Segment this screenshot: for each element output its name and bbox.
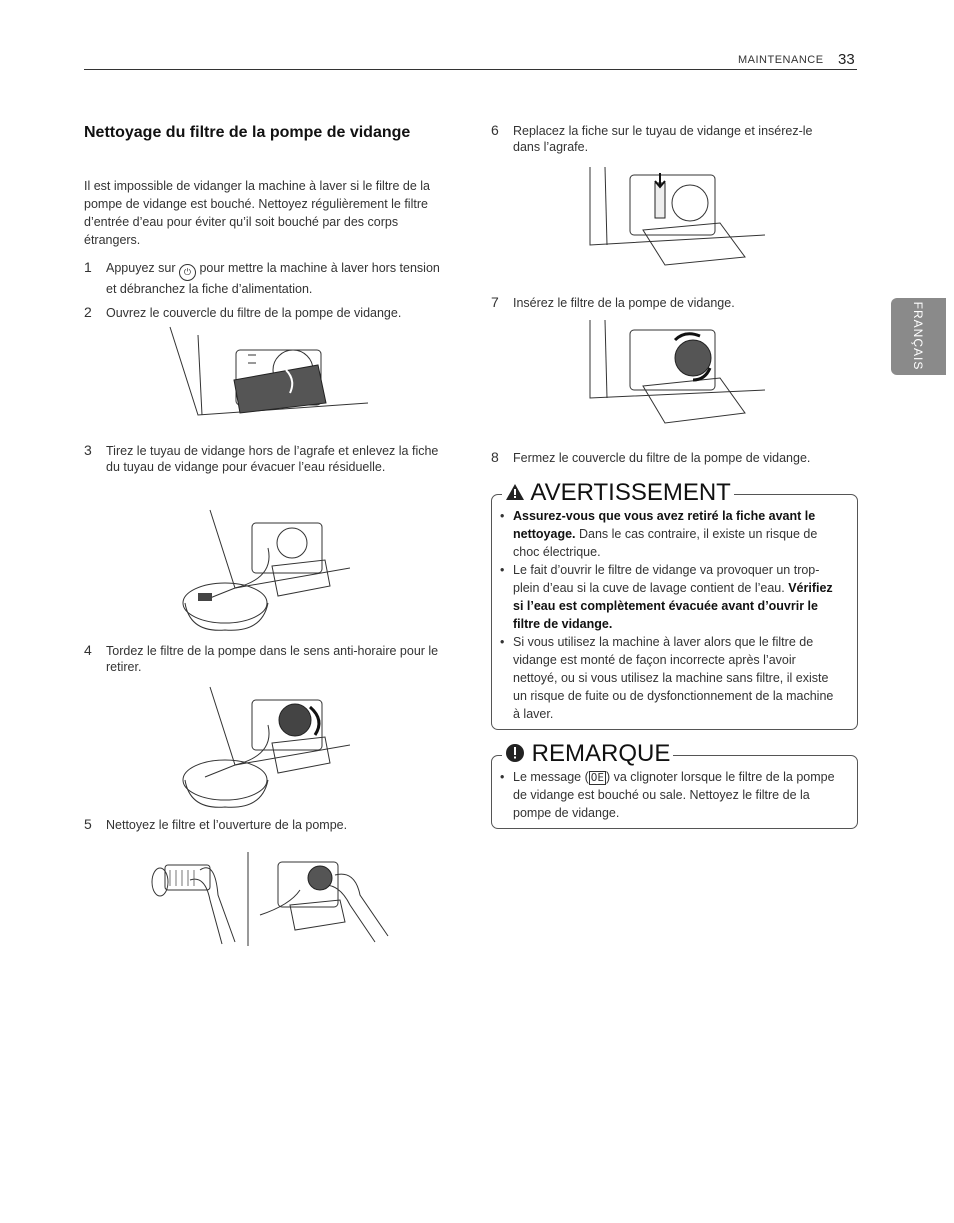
note-title: REMARQUE [531, 740, 671, 767]
step-text: Tirez le tuyau de vidange hors de l’agrafe et enlevez la fiche du tuyau de vidange pour évacuer l’eau résiduelle. [106, 444, 439, 474]
warning-list [492, 507, 837, 723]
step-text: Appuyez sur [106, 261, 176, 275]
warning-item: • Le fait d’ouvrir le filtre de vidange va provoquer un trop-plein d’eau si la cuve de lavage contient de l’eau. Vérifiez si l’eau est complètement évacuée avant d’ouvrir le filtre de vidange. [492, 561, 837, 633]
step-number: 5 [84, 816, 92, 832]
step-text: Insérez le filtre de la pompe de vidange. [513, 296, 735, 310]
illustration-drain-hose [180, 508, 350, 633]
power-icon: ⏻ [179, 264, 196, 281]
step-number: 8 [491, 449, 499, 465]
warning-box [491, 479, 858, 730]
step-text: Ouvrez le couvercle du filtre de la pompe de vidange. [106, 306, 402, 320]
step-text: Tordez le filtre de la pompe dans le sens anti-horaire pour le retirer. [106, 644, 439, 674]
step-number: 7 [491, 294, 499, 310]
warning-item: • Si vous utilisez la machine à laver alors que le filtre de vidange est monté de façon incorrecte après l’avoir nettoyé, ou si vous utilisez la machine sans filtre, il existe un risque de fuite ou de dysfonctionnement de la machine à laver. [492, 633, 837, 723]
illustration-twist-filter [180, 685, 350, 810]
note-box [491, 740, 858, 829]
step-number: 2 [84, 304, 92, 320]
step-text: Fermez le couvercle du filtre de la pompe de vidange. [513, 451, 811, 465]
header-rule [84, 69, 857, 70]
illustration-clean-filter [140, 850, 395, 948]
illustration-reinsert-hose [585, 165, 765, 270]
step-number: 6 [491, 122, 499, 138]
intro-paragraph: Il est impossible de vidanger la machine à laver si le filtre de la pompe de vidange est bouché. Nettoyez régulièrement le filtre d’entrée d’eau pour éviter qu’il soit bouché par des corps étrangers. [84, 179, 431, 247]
warning-item: • Assurez-vous que vous avez retiré la fiche avant le nettoyage. Dans le cas contraire, il existe un risque de choc électrique. [492, 507, 837, 561]
warning-title: AVERTISSEMENT [530, 479, 731, 506]
step-number: 3 [84, 442, 92, 458]
step-number: 1 [84, 259, 92, 275]
illustration-open-cover [168, 325, 368, 420]
language-tab [891, 298, 946, 375]
error-code-oe: OE [590, 771, 604, 784]
step-text: Replacez la fiche sur le tuyau de vidange et insérez-le dans l’agrafe. [513, 124, 813, 154]
step-number: 4 [84, 642, 92, 658]
step-text: pour mettre la machine à laver hors tension et débranchez la fiche d’alimentation. [106, 261, 440, 296]
header-section-label: MAINTENANCE [738, 54, 824, 66]
page-number: 33 [838, 51, 855, 68]
note-exclamation-icon [505, 743, 525, 763]
warning-triangle-icon [505, 483, 525, 501]
note-list [492, 768, 837, 822]
illustration-insert-filter [585, 318, 765, 428]
section-title: Nettoyage du filtre de la pompe de vidange [84, 124, 411, 141]
step-text: Nettoyez le filtre et l’ouverture de la pompe. [106, 818, 348, 832]
language-tab-label: FRANÇAIS [911, 301, 925, 371]
note-item: • Le message ( OE ) va clignoter lorsque le filtre de la pompe de vidange est bouché ou sale. Nettoyez le filtre de la pompe de vidange. [492, 768, 837, 822]
